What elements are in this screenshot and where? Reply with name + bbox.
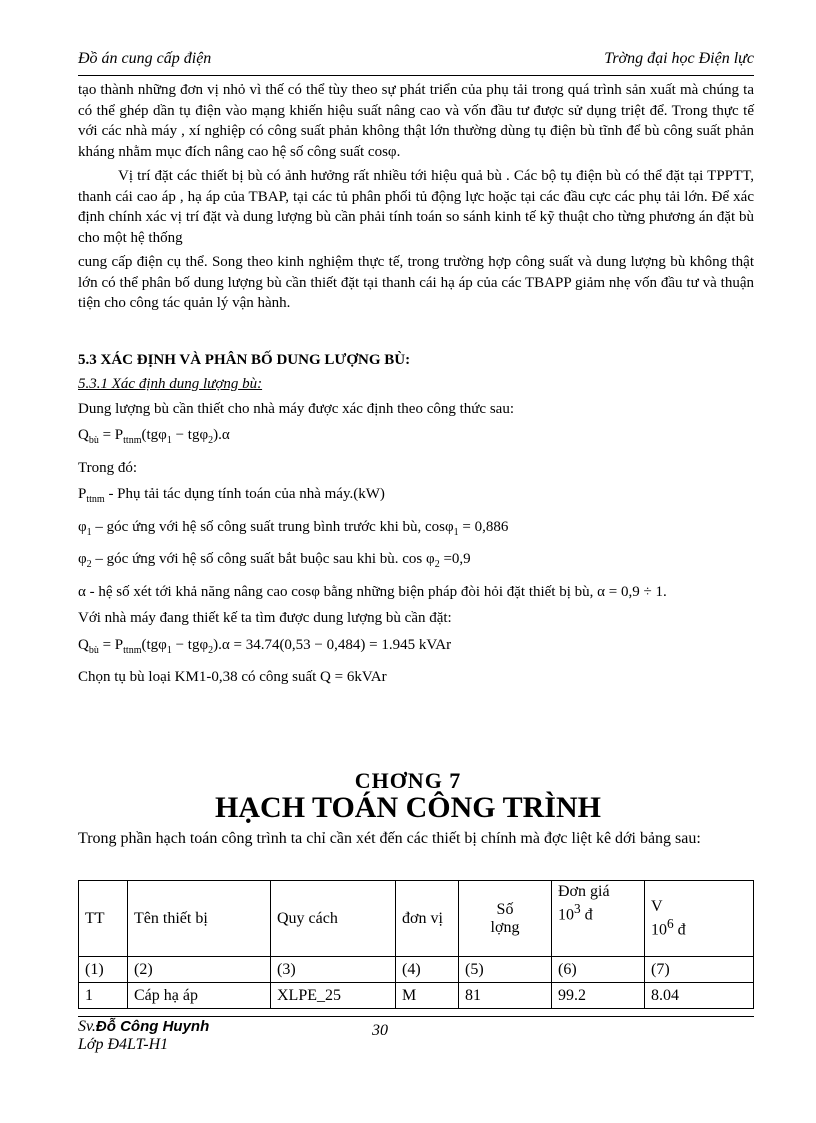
header-value: V $10^6$ đ	[645, 881, 754, 957]
definition-p: $P_{ttnm}$ - Phụ tải tác dụng tính toán của nhà máy.(kW)	[78, 486, 385, 505]
table-cell: 81	[459, 983, 552, 1009]
paragraph-3: cung cấp điện cụ thể. Song theo kinh nghiệm thực tế, trong trường hợp công suất và dung lượng bù không thật lớn có thể phân bố dung lượng bù cần thiết đặt tại thanh cái hạ áp của các TBAPP giảm nhẹ vốn đầu tư và thuận tiện cho công tác quản lý vận hành.	[78, 254, 754, 311]
paragraph-1: tạo thành những đơn vị nhỏ vì thế có thể tùy theo sự phát triển của phụ tải trong quá trình sản xuất mà chúng ta có thể ghép dần tụ điện vào mạng khiến hiệu suất nâng cao và vốn đầu tư được sử dụng triệt để. Trong thực tế với các nhà máy , xí nghiệp có công suất phản không thật lớn thường dùng tụ điện bù tĩnh để bù công suất phản kháng nhằm mục đích nâng cao hệ số công suất cosφ.	[78, 82, 754, 160]
definition-alpha: α - hệ số xét tới khả năng nâng cao cosφ bằng những biện pháp đòi hỏi đặt thiết bị bù, α = 0,9 ÷ 1.	[78, 583, 667, 600]
header-price: Đơn giá $10^3$ đ	[552, 881, 645, 957]
footer-class: Lớp Đ4LT-H1	[78, 1036, 169, 1053]
header-name: Tên thiết bị	[128, 881, 271, 957]
table-cell: (3)	[271, 957, 396, 983]
table-cell: 99.2	[552, 983, 645, 1009]
table-row	[79, 983, 754, 1009]
header-rule	[78, 75, 754, 76]
chapter-heading	[0, 770, 816, 824]
footer-rule	[78, 1016, 754, 1017]
definition-phi1: $\varphi_1$ – góc ứng với hệ số công suất trung bình trước khi bù, cosφ$_1$ = 0,886	[78, 518, 509, 538]
page-number: 30	[372, 1022, 388, 1039]
table-cell: M	[396, 983, 459, 1009]
header-spec: Quy cách	[271, 881, 396, 957]
table-index-row	[79, 957, 754, 983]
section-subtitle: 5.3.1 Xác định dung lượng bù:	[78, 376, 263, 392]
table-cell: Cáp hạ áp	[128, 983, 271, 1009]
formula-2: $Q_{bù} = P_{ttnm}(tg\varphi_1 - tg\varphi_2).\alpha = 34.74(0,53 - 0,484) = 1.945$ kVAr	[78, 636, 452, 656]
formula-1: $Q_{bù} = P_{ttnm}(tg\varphi_1 - tg\varphi_2).\alpha$	[78, 427, 230, 446]
header-tt: TT	[79, 881, 128, 957]
table-header-row	[79, 881, 754, 957]
table-cell: (6)	[552, 957, 645, 983]
calc-intro: Với nhà máy đang thiết kế ta tìm được dung lượng bù cần đặt:	[78, 610, 452, 626]
footer-sv-label: Sv.	[78, 1018, 96, 1035]
definition-phi2: $\varphi_2$ – góc ứng với hệ số công suất bắt buộc sau khi bù. $\cos \varphi_2 =0,9$	[78, 551, 471, 570]
table-cell: (2)	[128, 957, 271, 983]
page-footer	[78, 1018, 209, 1054]
chapter-number: CHƠNG 7	[354, 768, 462, 793]
header-left: Đồ án cung cấp điện	[78, 50, 212, 67]
paragraph-2: Vị trí đặt các thiết bị bù có ảnh hưởng rất nhiều tới hiệu quả bù . Các bộ tụ điện bù có thể đặt tại TPPTT, thanh cái cao áp , hạ áp của TBAP, tại các tủ phân phối tủ động lực hoặc tại các đầu cực các phụ tải lớn. Để xác định chính xác vị trí đặt và dung lượng bù cần phải tính toán so sánh kinh tế kỹ thuật cho từng phương án đặt bù cho một hệ thống	[78, 168, 754, 246]
footer-student-name: Đỗ Công Huynh	[95, 1018, 210, 1035]
table-cell: 8.04	[645, 983, 754, 1009]
table-cell: (4)	[396, 957, 459, 983]
header-unit: đơn vị	[396, 881, 459, 957]
section-title: 5.3 XÁC ĐỊNH VÀ PHÂN BỐ DUNG LƯỢNG BÙ:	[78, 351, 411, 368]
table-cell: (5)	[459, 957, 552, 983]
chapter-intro: Trong phần hạch toán công trình ta chỉ cần xét đến các thiết bị chính mà đợc liệt kê dới bảng sau:	[78, 830, 701, 847]
body-text	[78, 80, 754, 694]
table-cell: (1)	[79, 957, 128, 983]
equipment-table	[78, 880, 754, 1009]
table-cell: XLPE_25	[271, 983, 396, 1009]
where-label: Trong đó:	[78, 459, 138, 476]
table-cell: 1	[79, 983, 128, 1009]
header-right: Trờng đại học Điện lực	[604, 50, 754, 67]
chapter-title: HẠCH TOÁN CÔNG TRÌNH	[215, 791, 601, 824]
header-qty: Số lợng	[459, 881, 552, 957]
formula-intro: Dung lượng bù cần thiết cho nhà máy được xác định theo công thức sau:	[78, 400, 514, 417]
table-cell: (7)	[645, 957, 754, 983]
capacitor-choice: Chọn tụ bù loại KM1-0,38 có công suất Q = 6kVAr	[78, 669, 387, 685]
